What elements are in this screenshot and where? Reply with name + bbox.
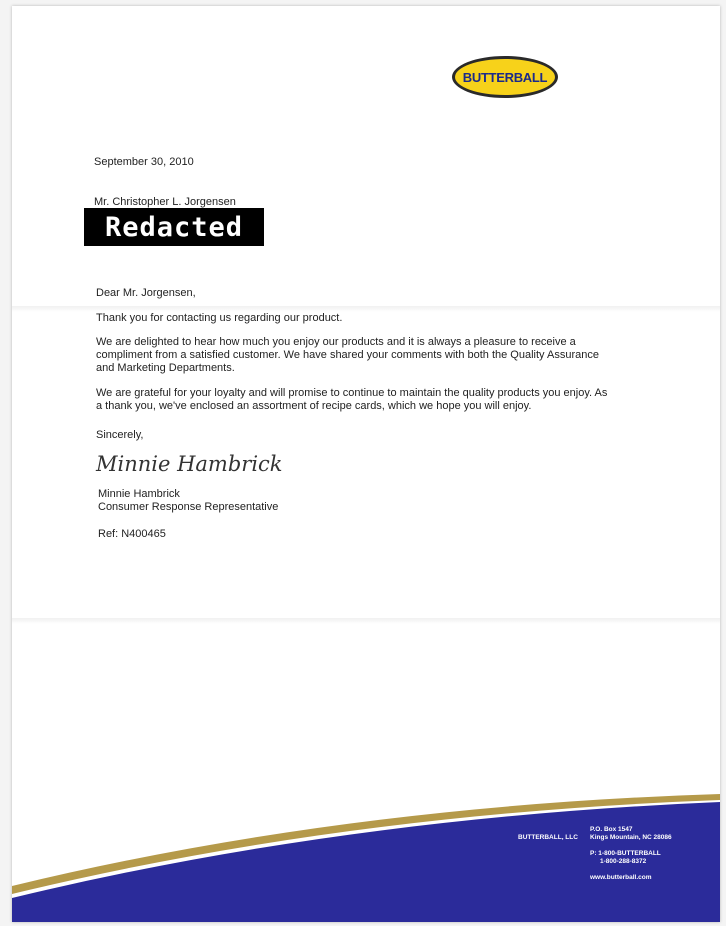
paragraph-1: Thank you for contacting us regarding our product.	[96, 312, 343, 324]
footer-phone-1: P: 1-800-BUTTERBALL	[590, 850, 661, 857]
salutation: Dear Mr. Jorgensen,	[96, 287, 196, 299]
footer-company: BUTTERBALL, LLC	[518, 834, 578, 841]
redacted-block: Redacted	[84, 208, 264, 246]
closing: Sincerely,	[96, 429, 144, 441]
letterhead-footer	[12, 786, 720, 922]
paper-fold	[12, 618, 720, 624]
recipient-name: Mr. Christopher L. Jorgensen	[94, 196, 236, 208]
paragraph-3-line: a thank you, we've enclosed an assortment of recipe cards, which we hope you will enjoy.	[96, 400, 532, 412]
footer-po-box: P.O. Box 1547	[590, 826, 633, 833]
letter-date: September 30, 2010	[94, 156, 194, 168]
paragraph-2-line: and Marketing Departments.	[96, 362, 235, 374]
reference-number: Ref: N400465	[98, 528, 166, 540]
footer-website: www.butterball.com	[590, 874, 652, 881]
butterball-logo	[452, 56, 558, 98]
footer-city: Kings Mountain, NC 28086	[590, 834, 672, 841]
paragraph-3-line: We are grateful for your loyalty and will promise to continue to maintain the quality products you enjoy. As	[96, 387, 608, 399]
paragraph-2-line: We are delighted to hear how much you enjoy our products and it is always a pleasure to receive a	[96, 336, 576, 348]
paragraph-2-line: compliment from a satisfied customer. We have shared your comments with both the Quality Assurance	[96, 349, 599, 361]
signer-name: Minnie Hambrick	[98, 488, 180, 500]
signer-title: Consumer Response Representative	[98, 501, 279, 513]
letter-sheet	[12, 6, 720, 922]
handwritten-signature: Minnie Hambrick	[96, 452, 283, 476]
footer-phone-2: 1-800-288-8372	[600, 858, 647, 865]
logo-text: BUTTERBALL	[462, 69, 548, 85]
